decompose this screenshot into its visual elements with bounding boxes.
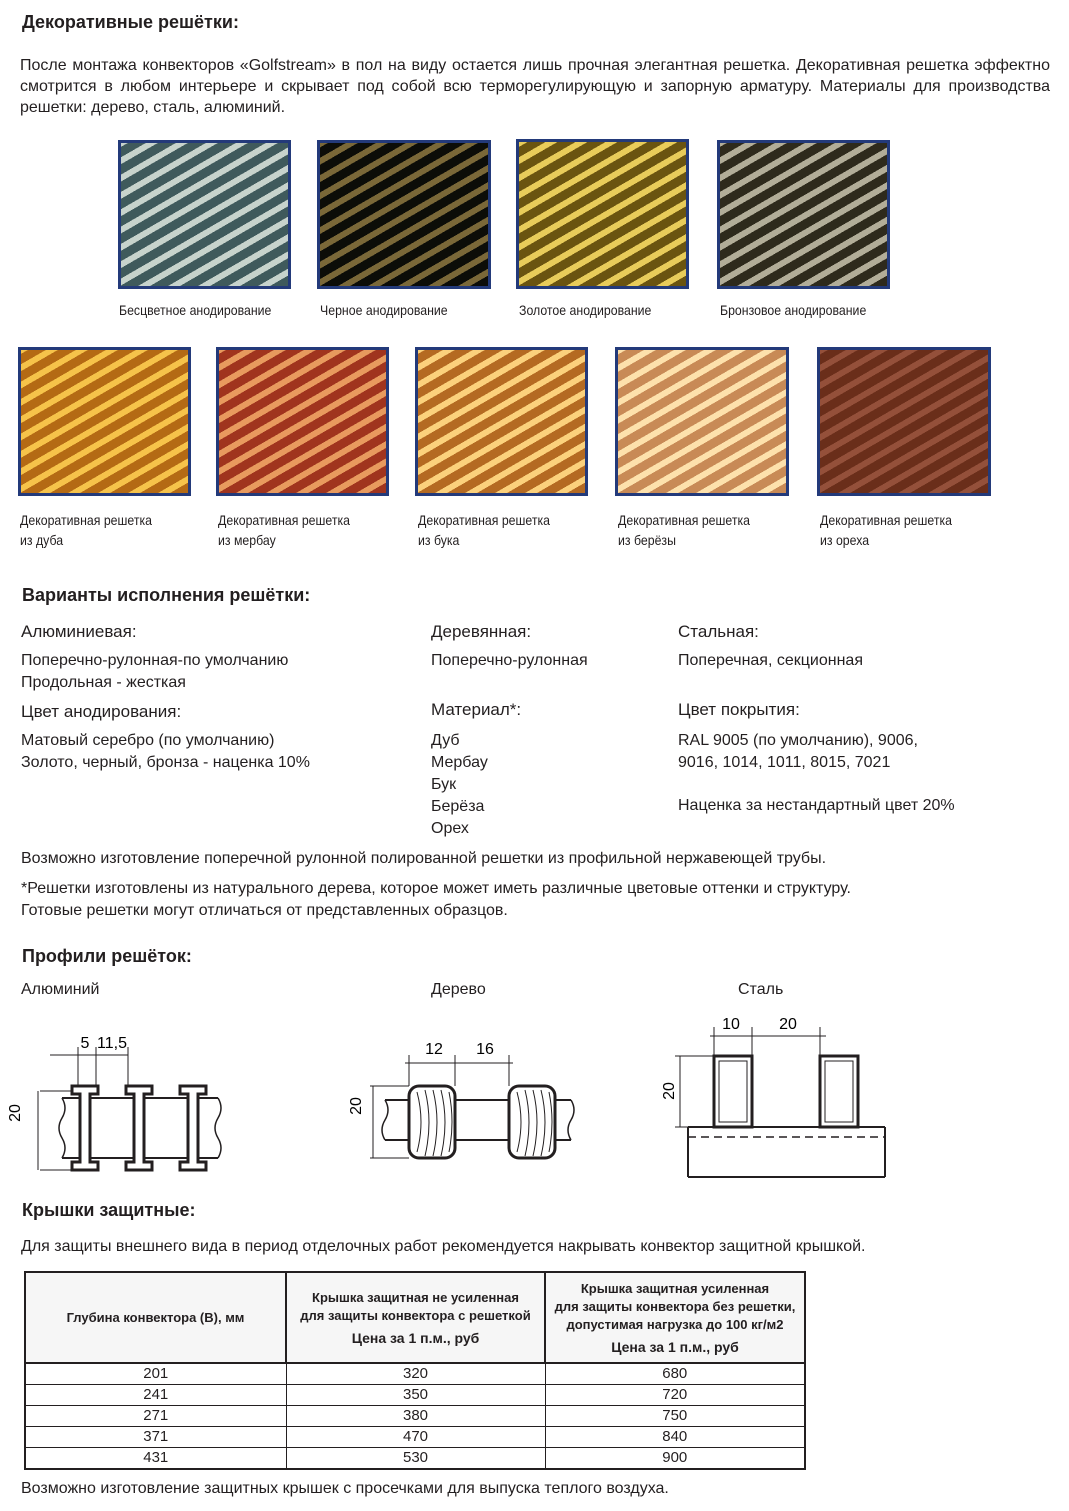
section-title-variants: Варианты исполнения решётки: (22, 585, 311, 605)
table-header-reinforced: Крышка защитная усиленная для защиты конвектора без решетки, допустимая нагрузка до 100 кг/м2 Цена за 1 п.м., руб (545, 1272, 805, 1363)
cell-price-reinforced: 750 (545, 1406, 805, 1427)
swatch-oak (18, 347, 191, 496)
swatch-merbau (216, 347, 389, 496)
cell-price-unreinforced: 470 (286, 1427, 545, 1448)
cell-price-reinforced: 840 (545, 1427, 805, 1448)
cell-price-unreinforced: 350 (286, 1385, 545, 1406)
wood-profile-drawing (345, 1020, 595, 1170)
dim-a: 5 (80, 1035, 90, 1052)
cell-price-unreinforced: 530 (286, 1448, 545, 1470)
label-aluminum: Алюминиевая: (21, 622, 137, 641)
dim-height: 20 (7, 1104, 24, 1122)
steel-profile-drawing (650, 1005, 910, 1185)
cell-price-reinforced: 900 (545, 1448, 805, 1470)
nonstandard-color-note: Наценка за нестандартный цвет 20% (678, 797, 955, 814)
label-material: Материал*: (431, 700, 522, 719)
cell-price-unreinforced: 380 (286, 1406, 545, 1427)
steel-options: Поперечная, секционная (678, 652, 863, 669)
swatch-caption: Декоративная решетка из бука (418, 512, 551, 548)
intro-paragraph: После монтажа конвекторов «Golfstream» в пол на виду остается лишь прочная элегантная решетка. Декоративная решетка эффектно смотрится в любом интерьере и скрывает под собой всю терморегулирующую и запорную арматуру. Материалы для производства решетки: дерево, сталь, алюминий. (20, 57, 1050, 116)
label-anodize-color: Цвет анодирования: (21, 702, 182, 721)
profile-label-aluminum: Алюминий (21, 981, 100, 998)
swatch-caption: Бесцветное анодирование (119, 302, 272, 318)
swatch-caption: Декоративная решетка из берёзы (618, 512, 751, 548)
profile-label-wood: Дерево (431, 981, 486, 998)
covers-footer-note: Возможно изготовление защитных крышек с просечками для выпуска теплого воздуха. (21, 1480, 669, 1497)
profile-label-steel: Сталь (738, 981, 784, 998)
cell-price-unreinforced: 320 (286, 1363, 545, 1385)
dim-b: 11,5 (97, 1035, 127, 1052)
material-list: Дуб Мербау Бук Берёза Орех (431, 732, 488, 837)
swatch-birch (615, 347, 789, 496)
cell-price-reinforced: 720 (545, 1385, 805, 1406)
swatch-black-anodized (317, 140, 491, 289)
section-title-covers: Крышки защитные: (22, 1200, 196, 1220)
covers-price-table (24, 1271, 806, 1470)
anodize-color-options: Матовый серебро (по умолчанию) Золото, черный, бронза - наценка 10% (21, 732, 310, 771)
swatch-caption: Декоративная решетка из мербау (218, 512, 351, 548)
cell-price-reinforced: 680 (545, 1363, 805, 1385)
aluminum-options: Поперечно-рулонная-по умолчанию Продольная - жесткая (21, 652, 289, 691)
table-row (25, 1448, 805, 1470)
dim-a: 12 (425, 1041, 443, 1058)
swatch-beech (415, 347, 588, 496)
aluminum-profile-drawing (0, 1020, 330, 1180)
stainless-note: Возможно изготовление поперечной рулонной полированной решетки из профильной нержавеющей трубы. (21, 850, 827, 867)
swatch-gold-anodized (516, 139, 689, 289)
label-wooden: Деревянная: (431, 622, 532, 641)
dim-height: 20 (348, 1097, 365, 1115)
cell-depth: 241 (25, 1385, 286, 1406)
cell-depth: 371 (25, 1427, 286, 1448)
swatch-caption: Декоративная решетка из дуба (20, 512, 153, 548)
coating-color-options: RAL 9005 (по умолчанию), 9006, 9016, 1014, 1011, 8015, 7021 (678, 732, 918, 771)
dim-height: 20 (661, 1082, 678, 1100)
swatch-walnut (817, 347, 991, 496)
cell-depth: 271 (25, 1406, 286, 1427)
label-steel: Стальная: (678, 622, 759, 641)
swatch-caption: Золотое анодирование (519, 302, 652, 318)
label-coating-color: Цвет покрытия: (678, 700, 800, 719)
table-row (25, 1427, 805, 1448)
table-row (25, 1363, 805, 1385)
dim-a: 10 (722, 1016, 740, 1033)
swatch-bronze-anodized (717, 140, 890, 289)
wood-disclaimer: *Решетки изготовлены из натурального дерева, которое может иметь различные цветовые оттенки и структуру. Готовые решетки могут отличаться от представленных образцов. (21, 880, 851, 919)
section-title-decorative-grilles: Декоративные решётки: (22, 12, 239, 32)
swatch-caption: Декоративная решетка из ореха (820, 512, 953, 548)
table-row (25, 1406, 805, 1427)
wooden-options: Поперечно-рулонная (431, 652, 588, 669)
covers-intro: Для защиты внешнего вида в период отделочных работ рекомендуется накрывать конвектор защитной крышкой. (21, 1238, 866, 1255)
cell-depth: 431 (25, 1448, 286, 1470)
section-title-profiles: Профили решёток: (22, 946, 192, 966)
table-row (25, 1385, 805, 1406)
dim-b: 20 (779, 1016, 797, 1033)
table-header-depth: Глубина конвектора (В), мм (25, 1272, 286, 1363)
swatch-clear-anodized (118, 140, 291, 289)
dim-b: 16 (476, 1041, 494, 1058)
cell-depth: 201 (25, 1363, 286, 1385)
table-header-unreinforced: Крышка защитная не усиленная для защиты конвектора с решеткой Цена за 1 п.м., руб (286, 1272, 545, 1363)
swatch-caption: Бронзовое анодирование (720, 302, 867, 318)
swatch-caption: Черное анодирование (320, 302, 448, 318)
